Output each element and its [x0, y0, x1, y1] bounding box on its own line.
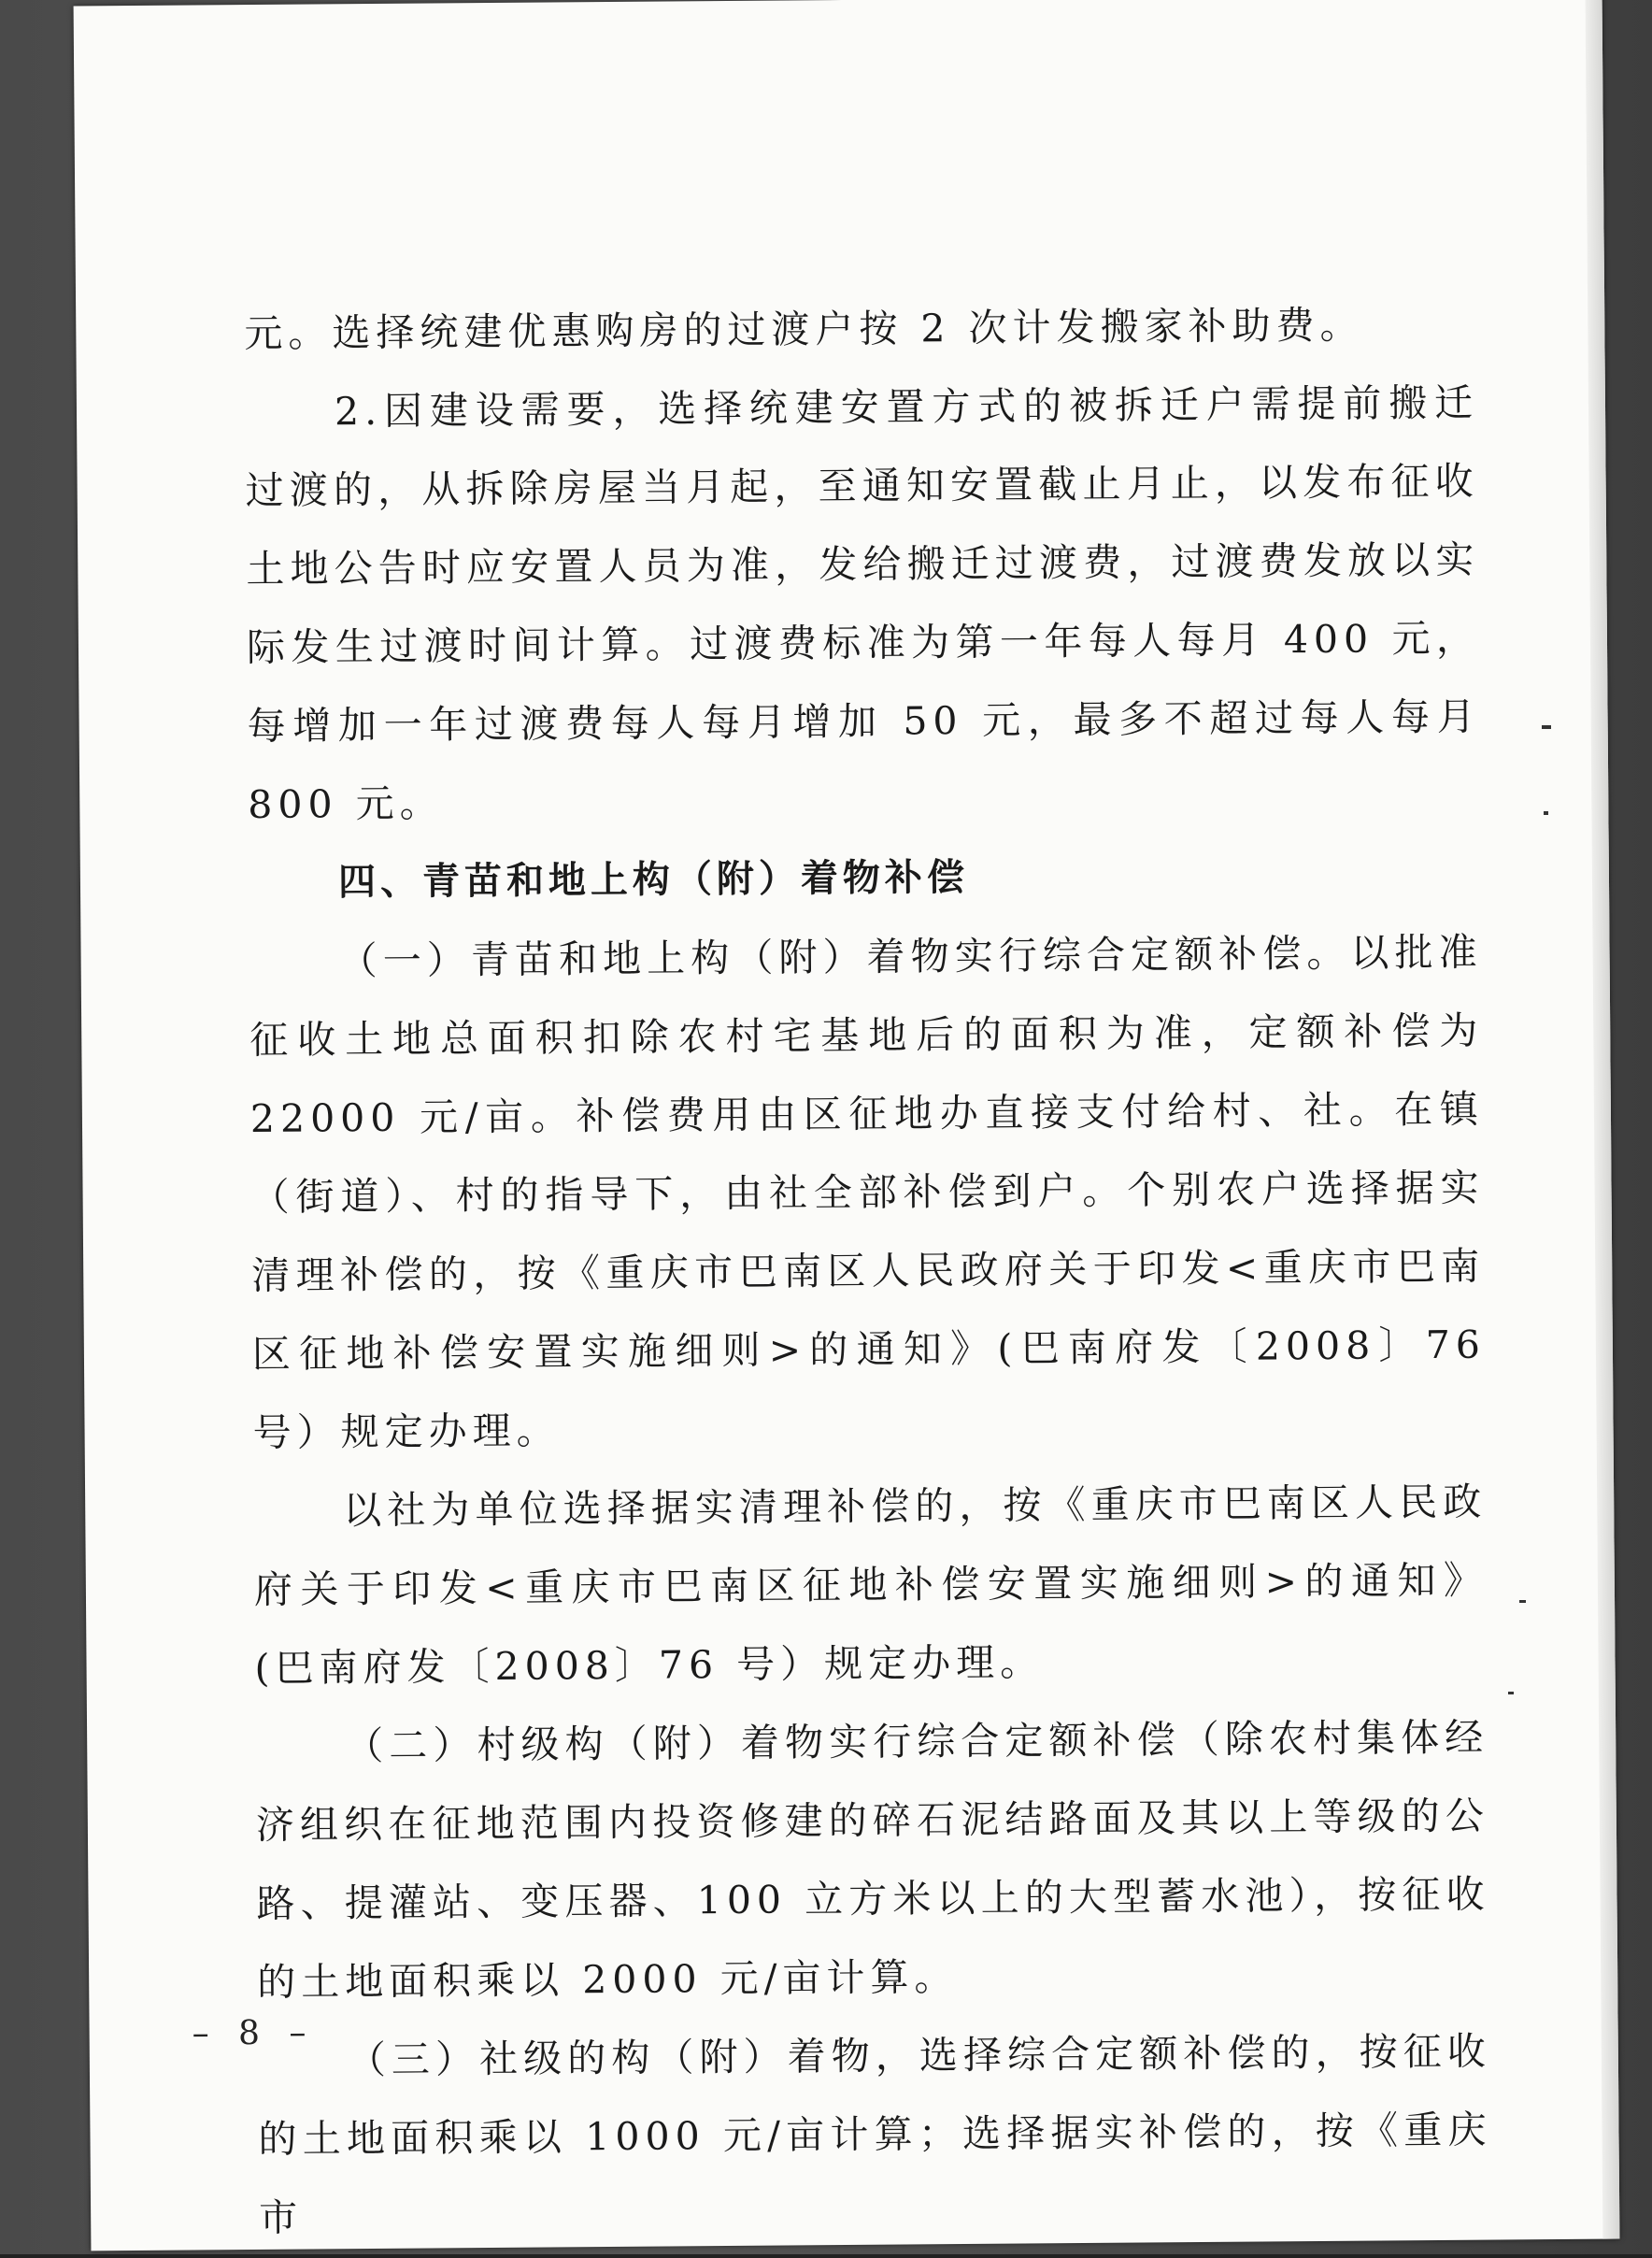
scan-speck	[1544, 811, 1548, 815]
scan-speck	[1542, 725, 1551, 729]
paragraph-relocation-fee: 2.因建设需要，选择统建安置方式的被拆迁户需提前搬迁过渡的，从拆除房屋当月起，至通知安置截止月止，以发布征收土地公告时应安置人员为准，发给搬迁过渡费，过渡费发放以实际发生过渡时间计算。过渡费标准为第一年每人每月 400 元，每增加一年过渡费每人每月增加 50 元，最多不超过每人每月 800 元。	[245, 379, 1481, 828]
paragraph-item-2: （二）村级构（附）着物实行综合定额补偿（除农村集体经济组织在征地范围内投资修建的碎石泥结路面及其以上等级的公路、提灌站、变压器、100 立方米以上的大型蓄水池），按征收的土地面积乘以 2000 元/亩计算。	[255, 1714, 1490, 2005]
scan-speck	[1519, 1600, 1526, 1603]
body-text	[244, 285, 1492, 2257]
page-number: – 8 –	[192, 2013, 316, 2053]
section-heading: 四、青苗和地上构（附）着物补偿	[337, 855, 970, 905]
document-page	[74, 0, 1620, 2251]
paragraph-continuation: 元。选择统建优惠购房的过渡户按 2 次计发搬家补助费。	[244, 302, 1364, 357]
paragraph-community-compensation: 以社为单位选择据实清理补偿的，按《重庆市巴南区人民政府关于印发<重庆市巴南区征地补偿安置实施细则>的通知》(巴南府发〔2008〕76 号）规定办理。	[253, 1479, 1488, 1691]
paragraph-item-3: （三）社级的构（附）着物，选择综合定额补偿的，按征收的土地面积乘以 1000 元/亩计算；选择据实补偿的，按《重庆市	[258, 2028, 1492, 2240]
scan-speck	[1508, 1692, 1514, 1694]
paragraph-item-1: （一）青苗和地上构（附）着物实行综合定额补偿。以批准征收土地总面积扣除农村宅基地后的面积为准，定额补偿为 22000 元/亩。补偿费用由区征地办直接支付给村、社。在镇（街道）、村的指导下，由社全部补偿到户。个别农户选择据实清理补偿的，按《重庆市巴南区人民政府关于印发<重庆市巴南区征地补偿安置实施细则>的通知》(巴南府发〔2008〕76 号）规定办理。	[249, 929, 1487, 1455]
